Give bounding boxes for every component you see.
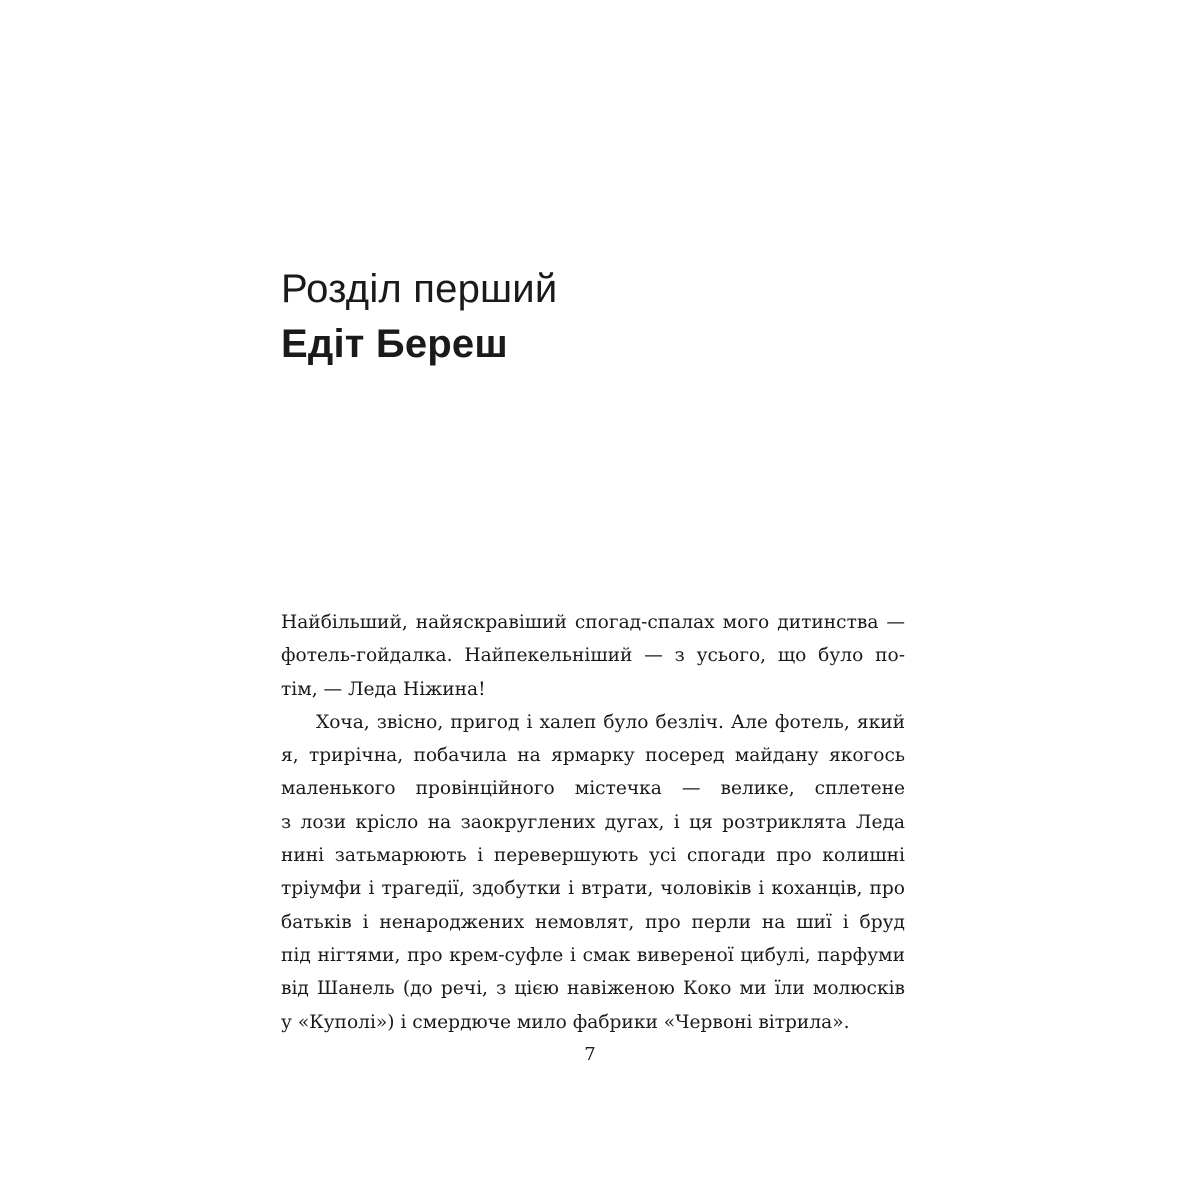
text-line: батьків і ненароджених немовлят, про перли на шиї і бруд	[281, 911, 905, 933]
chapter-label: Розділ перший	[281, 267, 558, 311]
text-line: тріумфи і трагедії, здобутки і втрати, чоловіків і коханців, про	[281, 878, 905, 900]
text-line: Хоча, звісно, пригод і халеп було безліч. Але фотель, який	[316, 711, 905, 733]
text-line: у «Куполі») і смердюче мило фабрики «Червоні вітрила».	[281, 1011, 850, 1033]
text-line: від Шанель (до речі, з цією навіженою Коко ми їли молюсків	[281, 978, 905, 1000]
text-line: тім, — Леда Ніжина!	[281, 678, 486, 700]
text-line: нині затьмарюють і перевершують усі спогади про колишні	[281, 845, 905, 867]
chapter-heading	[281, 262, 921, 372]
paragraph-1	[281, 606, 905, 706]
paragraph-2	[281, 706, 905, 1039]
text-line: я, трирічна, побачила на ярмарку посеред майдану якогось	[281, 745, 905, 767]
text-line: маленького провінційного містечка — велике, сплетене	[281, 778, 905, 800]
page-number: 7	[584, 1044, 596, 1065]
body-text	[281, 606, 905, 1039]
text-line: Найбільший, найяскравіший спогад-спалах мого дитинства —	[281, 612, 905, 633]
chapter-title: Едіт Береш	[281, 322, 508, 366]
text-line: фотель-гойдалка. Найпекельніший — з усього, що було по-	[281, 645, 905, 667]
text-line: з лози крісло на заокруглених дугах, і ця розтриклята Леда	[281, 811, 905, 833]
text-line: під нігтями, про крем-суфле і смак вивереної цибулі, парфуми	[281, 944, 905, 966]
